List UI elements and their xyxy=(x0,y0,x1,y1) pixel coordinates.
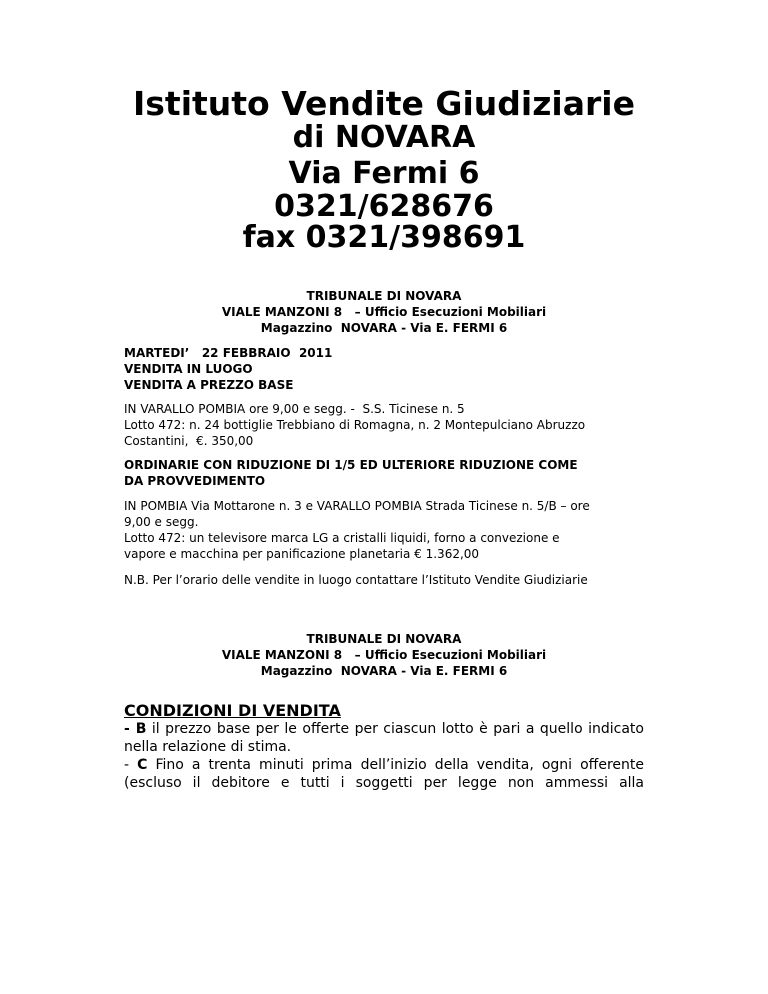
ordinarie-line-2: DA PROVVEDIMENTO xyxy=(124,474,266,488)
sale-2-lot: Lotto 472: un televisore marca LG a cristalli liquidi, forno a convezione e xyxy=(124,531,560,545)
condition-c-prefix: - xyxy=(124,757,138,773)
sale-date: MARTEDI’ 22 FEBBRAIO 2011 xyxy=(124,346,333,360)
condition-b-text: il prezzo base per le offerte per ciascun lotto è pari a quello indicato nella relazione di stima. xyxy=(124,721,644,755)
condition-b-letter: B xyxy=(135,721,147,737)
sale-1-location: IN VARALLO POMBIA ore 9,00 e segg. - S.S. Ticinese n. 5 xyxy=(124,402,465,416)
sale-type: VENDITA IN LUOGO xyxy=(124,362,253,376)
condition-c-letter: C xyxy=(137,757,148,773)
institute-fax: fax 0321/398691 xyxy=(242,220,526,255)
condition-c-text-2: (escluso il debitore e tutti i soggetti per legge non ammessi alla xyxy=(124,775,644,791)
sale-2-time: 9,00 e segg. xyxy=(124,515,199,529)
sale-2-lot-cont: vapore e macchina per panificazione planetaria € 1.362,00 xyxy=(124,547,480,561)
tribunale-block-2 xyxy=(0,631,768,679)
institute-city: di NOVARA xyxy=(292,120,476,155)
ordinarie-heading xyxy=(124,457,644,489)
condition-b-prefix: - xyxy=(124,721,136,737)
tribunale-warehouse: Magazzino NOVARA - Via E. FERMI 6 xyxy=(260,664,508,678)
sale-header xyxy=(124,345,644,393)
sale-1 xyxy=(124,401,644,449)
sale-2-location: IN POMBIA Via Mottarone n. 3 e VARALLO POMBIA Strada Ticinese n. 5/B – ore xyxy=(124,499,590,513)
institute-phone: 0321/628676 xyxy=(274,189,494,224)
nb-note: N.B. Per l’orario delle vendite in luogo contattare l’Istituto Vendite Giudiziarie xyxy=(124,573,588,587)
sale-2 xyxy=(124,498,644,562)
tribunale-office: VIALE MANZONI 8 – Ufficio Esecuzioni Mobiliari xyxy=(221,305,547,319)
sale-price-type: VENDITA A PREZZO BASE xyxy=(124,378,294,392)
tribunale-name: TRIBUNALE DI NOVARA xyxy=(306,289,462,303)
tribunale-block-1 xyxy=(0,288,768,336)
tribunale-office: VIALE MANZONI 8 – Ufficio Esecuzioni Mobiliari xyxy=(221,648,547,662)
institute-title: Istituto Vendite Giudiziarie xyxy=(133,84,635,123)
tribunale-warehouse: Magazzino NOVARA - Via E. FERMI 6 xyxy=(260,321,508,335)
condition-b xyxy=(124,720,644,756)
institute-address: Via Fermi 6 xyxy=(288,156,480,191)
conditions-title: CONDIZIONI DI VENDITA xyxy=(124,701,341,720)
condition-c xyxy=(124,756,644,792)
condition-c-text-1: Fino a trenta minuti prima dell’inizio della vendita, ogni offerente xyxy=(147,757,644,773)
sale-1-lot-cont: Costantini, €. 350,00 xyxy=(124,434,254,448)
sale-1-lot: Lotto 472: n. 24 bottiglie Trebbiano di Romagna, n. 2 Montepulciano Abruzzo xyxy=(124,418,586,432)
ordinarie-line-1: ORDINARIE CON RIDUZIONE DI 1/5 ED ULTERIORE RIDUZIONE COME xyxy=(124,458,578,472)
tribunale-name: TRIBUNALE DI NOVARA xyxy=(306,632,462,646)
